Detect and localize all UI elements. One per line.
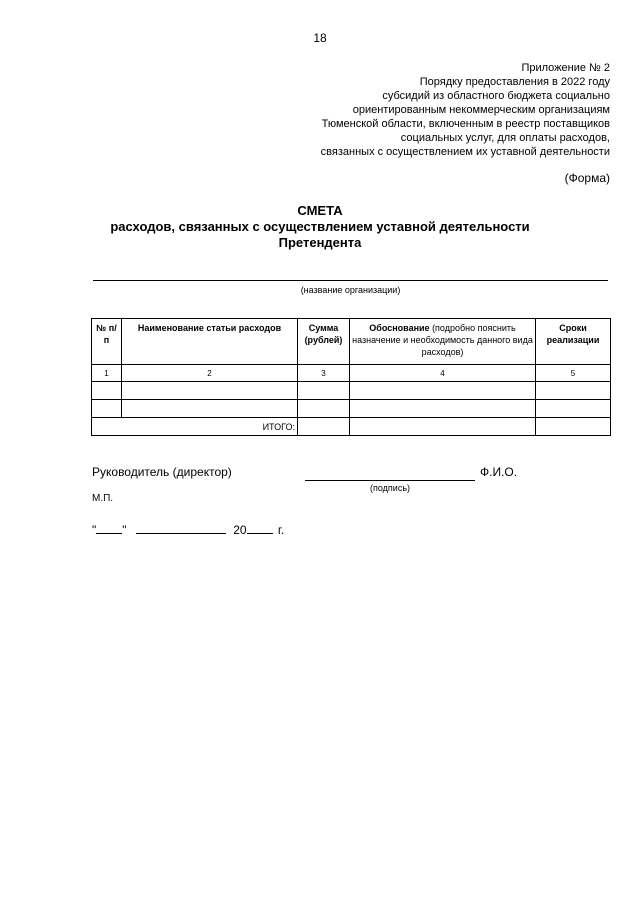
appendix-line: Порядку предоставления в 2022 году (419, 76, 610, 88)
day-field[interactable] (96, 522, 122, 534)
organization-name-caption: (название организации) (300, 285, 401, 295)
header-basis: Обоснование (подробно пояснить назначение и необходимость данного вида расходов) (350, 319, 536, 365)
stamp-place-label: М.П. (92, 493, 114, 504)
month-field[interactable] (136, 522, 226, 534)
table-cell[interactable] (92, 382, 122, 400)
table-cell[interactable] (122, 382, 298, 400)
title-line: расходов, связанных с осуществлением уставной деятельности (110, 219, 530, 234)
fio-label: Ф.И.О. (480, 465, 518, 479)
appendix-line: Тюменской области, включенным в реестр поставщиков (321, 118, 610, 130)
header-num: № п/п (92, 319, 122, 365)
organization-name-field[interactable] (93, 280, 608, 281)
page-number: 18 (313, 31, 327, 45)
column-number: 3 (298, 365, 350, 382)
total-row (92, 418, 611, 436)
title-line: СМЕТА (297, 203, 343, 218)
table-row (92, 382, 611, 400)
signature-caption: (подпись) (369, 483, 411, 493)
signature-field[interactable] (305, 480, 475, 481)
column-number: 5 (536, 365, 611, 382)
appendix-line: социальных услуг, для оплаты расходов, (400, 132, 610, 144)
column-number: 4 (350, 365, 536, 382)
estimate-table (91, 318, 611, 436)
table-cell[interactable] (350, 418, 536, 436)
appendix-line: Приложение № 2 (521, 62, 610, 74)
header-terms: Сроки реализации (536, 319, 611, 365)
form-label: (Форма) (564, 171, 610, 185)
header-sum: Сумма (рублей) (298, 319, 350, 365)
table-cell[interactable] (536, 382, 611, 400)
total-label: ИТОГО: (92, 418, 298, 436)
table-cell[interactable] (122, 400, 298, 418)
header-name: Наименование статьи расходов (122, 319, 298, 365)
year-field[interactable] (247, 522, 273, 534)
document-title (0, 203, 640, 251)
table-cell[interactable] (536, 400, 611, 418)
appendix-line: субсидий из областного бюджета социально (382, 90, 610, 102)
table-cell[interactable] (92, 400, 122, 418)
table-header-row (92, 319, 611, 365)
head-label: Руководитель (директор) (92, 465, 232, 479)
column-number-row (92, 365, 611, 382)
date-field (92, 522, 284, 537)
table-cell[interactable] (350, 382, 536, 400)
appendix-line: связанных с осуществлением их уставной деятельности (320, 146, 610, 158)
table-row (92, 400, 611, 418)
table-cell[interactable] (298, 382, 350, 400)
year-prefix: 20 (233, 523, 247, 537)
table-cell[interactable] (298, 400, 350, 418)
total-sum-cell[interactable] (298, 418, 350, 436)
year-suffix: г. (277, 523, 285, 537)
column-number: 2 (122, 365, 298, 382)
table-cell[interactable] (350, 400, 536, 418)
column-number: 1 (92, 365, 122, 382)
close-quote: " (122, 523, 127, 537)
title-line: Претендента (278, 235, 362, 250)
appendix-line: ориентированным некоммерческим организациям (352, 104, 610, 116)
appendix-note (250, 61, 610, 159)
open-quote: " (92, 523, 97, 537)
table-cell[interactable] (536, 418, 611, 436)
